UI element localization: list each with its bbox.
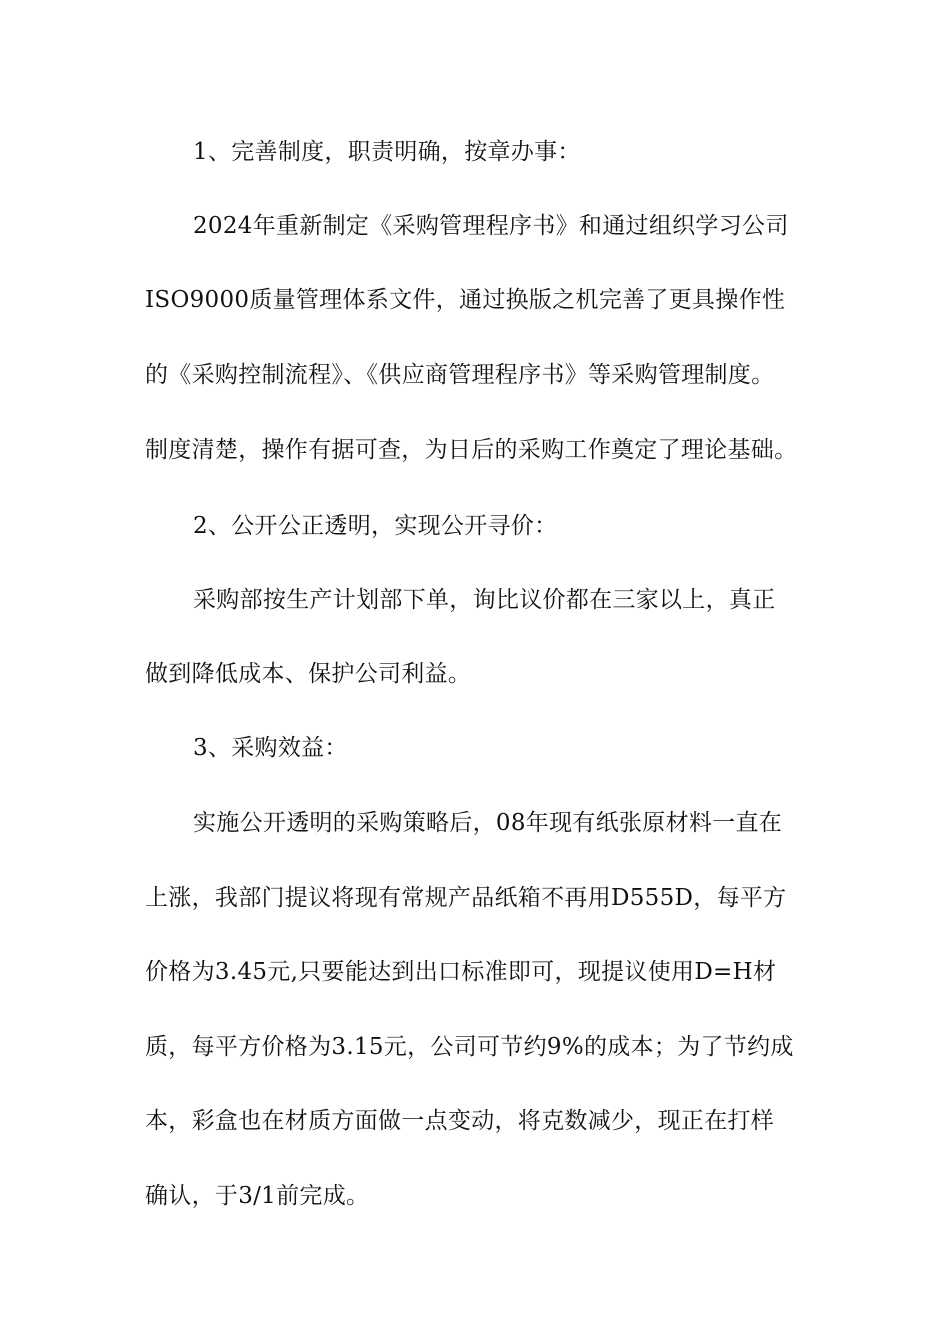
paragraph-line: 制度清楚，操作有据可查，为日后的采购工作奠定了理论基础。: [145, 437, 798, 463]
paragraph-line: 采购部按生产计划部下单，询比议价都在三家以上，真正: [193, 587, 776, 613]
paragraph-line: 实施公开透明的采购策略后，08年现有纸张原材料一直在: [193, 810, 783, 836]
paragraph-line: 质，每平方价格为3.15元，公司可节约9%的成本；为了节约成: [145, 1034, 794, 1060]
paragraph-line: 上涨，我部门提议将现有常规产品纸箱不再用D555D，每平方: [145, 885, 787, 911]
section-heading-2: 2、公开公正透明，实现公开寻价：: [193, 513, 558, 539]
paragraph-line: 本，彩盒也在材质方面做一点变动，将克数减少，现正在打样: [145, 1108, 775, 1134]
paragraph-line: 的《采购控制流程》、《供应商管理程序书》等采购管理制度。: [145, 362, 775, 388]
paragraph-line: 做到降低成本、保护公司利益。: [145, 661, 472, 687]
section-heading-1: 1、完善制度，职责明确，按章办事：: [193, 139, 581, 165]
paragraph-line: 确认，于3/1前完成。: [145, 1183, 370, 1209]
section-heading-3: 3、采购效益：: [193, 735, 348, 761]
paragraph-line: 2024年重新制定《采购管理程序书》和通过组织学习公司: [193, 213, 789, 239]
paragraph-line: 价格为3.45元,只要能达到出口标准即可，现提议使用D=H材: [145, 959, 777, 985]
paragraph-line: ISO9000质量管理体系文件，通过换版之机完善了更具操作性: [145, 287, 786, 313]
